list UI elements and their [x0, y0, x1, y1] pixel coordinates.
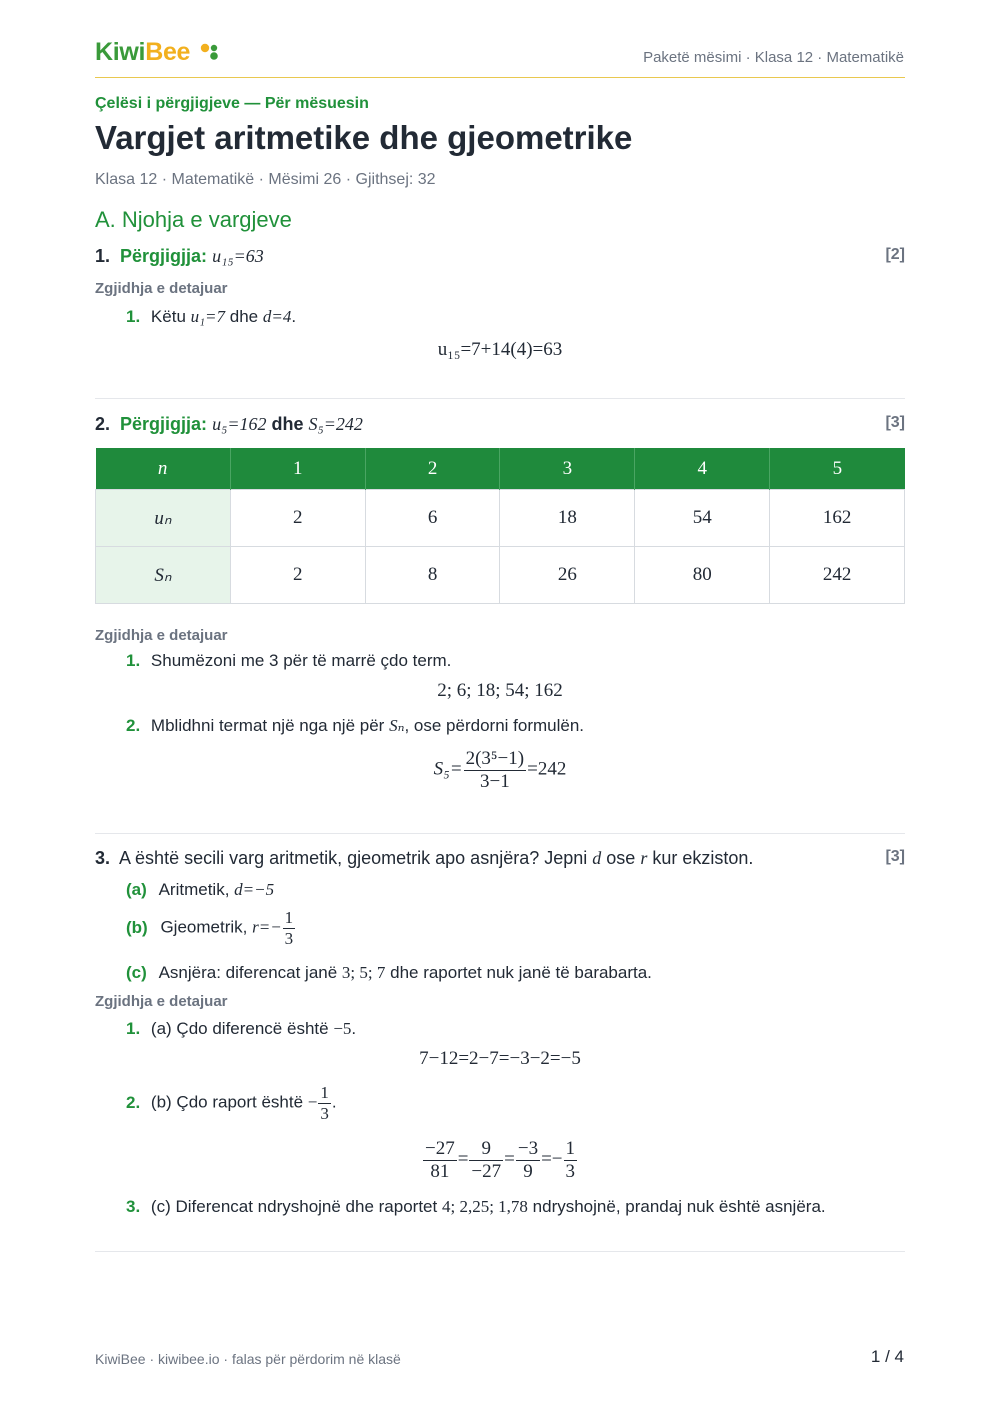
question-1-answer — [95, 246, 905, 267]
table-cell: 18 — [500, 490, 635, 547]
step-text: Këtu — [150, 307, 186, 326]
sequence-terms: 2; 6; 18; 54; 162 — [437, 680, 563, 701]
part-text: Asnjëra: diferencat janë — [158, 963, 338, 982]
footer-text: KiwiBee · kiwibee.io · falas për përdorim në klasë — [95, 1351, 401, 1367]
fraction — [469, 1138, 503, 1183]
step-text: Shumëzoni me 3 për të marrë çdo term. — [150, 651, 452, 670]
worked-equation: 7−12=2−7=−3−2=−5 — [419, 1048, 581, 1069]
fraction — [283, 908, 296, 948]
denominator: 3−1 — [464, 770, 527, 793]
answer-connector: dhe — [271, 414, 304, 434]
table-cell: 80 — [635, 547, 770, 604]
table-cell: 2 — [230, 547, 365, 604]
step-text: (a) Çdo diferencë është — [150, 1019, 329, 1038]
equals-sign: = — [504, 1148, 515, 1170]
question-text: kur ekziston. — [652, 848, 754, 868]
solution-step — [126, 307, 296, 327]
fraction — [516, 1138, 540, 1183]
row-header-cell: Sₙ — [96, 547, 231, 604]
denominator: 3 — [284, 928, 294, 948]
table-cell: 242 — [770, 547, 905, 604]
table-header-cell: 5 — [770, 448, 905, 490]
table-cell: 26 — [500, 547, 635, 604]
table-header-cell: 1 — [230, 448, 365, 490]
numerator: −27 — [424, 1138, 455, 1159]
step-number: 2. — [126, 1092, 141, 1112]
numerator: 2(3⁵−1) — [465, 748, 525, 769]
step-math: − — [307, 1092, 318, 1112]
step-number: 1. — [126, 1019, 141, 1038]
step-number: 1. — [126, 651, 141, 670]
part-text: dhe raportet nuk janë të barabarta. — [390, 963, 652, 982]
denominator: 3 — [320, 1103, 329, 1123]
sum-formula — [95, 748, 905, 793]
answer-part-a — [126, 880, 274, 900]
solution-step — [126, 1197, 826, 1217]
numerator: −3 — [517, 1138, 539, 1159]
part-text: Gjeometrik, — [160, 917, 248, 937]
part-label: (b) — [126, 917, 148, 937]
step-number: 3. — [126, 1197, 141, 1216]
page-number: 1 / 4 — [870, 1347, 904, 1366]
step-end: . — [351, 1019, 357, 1038]
step-math: u₁=7 — [190, 307, 226, 326]
answer-value: S₅=242 — [308, 414, 363, 434]
minus-sign: − — [551, 1148, 563, 1170]
table-header-row — [96, 448, 905, 490]
sequence-table — [95, 448, 905, 604]
step-end: . — [291, 307, 297, 326]
answer-value: u₅=162 — [212, 414, 267, 434]
part-math: d=−5 — [234, 880, 275, 899]
answer-label: Përgjigjja: — [120, 414, 208, 434]
question-divider — [95, 833, 905, 834]
question-math: d — [592, 848, 602, 868]
numerator: 9 — [481, 1138, 492, 1159]
kiwibee-logo — [95, 38, 190, 67]
worked-equation: u₁₅=7+14(4)=63 — [437, 339, 563, 360]
step-number: 1. — [126, 307, 141, 326]
section-heading: A. Njohja e vargjeve — [95, 207, 292, 232]
step-text: , ose përdorni formulën. — [404, 716, 585, 735]
step-text: (b) Çdo raport është — [150, 1092, 304, 1112]
bee-dots-icon — [199, 42, 221, 62]
solution-step — [126, 1083, 337, 1123]
answer-label: Përgjigjja: — [120, 246, 208, 266]
logo-kiwi-text: Kiwi — [95, 38, 146, 66]
table-cell: 2 — [230, 490, 365, 547]
question-text: ose — [606, 848, 636, 868]
step-math: Sₙ — [389, 716, 405, 735]
equals-sign: = — [457, 1148, 469, 1170]
part-label: (a) — [126, 880, 147, 899]
question-text: A është secili varg aritmetik, gjeometrik apo asnjëra? Jepni — [119, 848, 588, 868]
equals-sign: = — [541, 1148, 552, 1170]
part-label: (c) — [126, 963, 147, 982]
question-3-prompt — [95, 848, 905, 869]
table-header-cell: 3 — [500, 448, 635, 490]
table-cell: 6 — [365, 490, 500, 547]
row-header-cell: uₙ — [96, 490, 231, 547]
step-text: dhe — [229, 307, 259, 326]
fraction — [564, 1138, 578, 1183]
marks-badge: [3] — [885, 848, 905, 865]
formula-lhs: S₅= — [433, 758, 463, 780]
answer-part-b — [126, 908, 296, 948]
table-header-cell: n — [96, 448, 231, 490]
part-text: Aritmetik, — [158, 880, 230, 899]
step-math: −5 — [333, 1019, 352, 1038]
formula-rhs: =242 — [527, 758, 567, 780]
fraction — [423, 1138, 457, 1183]
solution-heading: Zgjidhja e detajuar — [95, 627, 228, 644]
table-row — [96, 547, 905, 604]
part-math: r=− — [252, 917, 282, 937]
answer-key-kicker: Çelësi i përgjigjeve — Për mësuesin — [95, 95, 369, 112]
numerator: 1 — [284, 908, 294, 927]
step-math: d=4 — [262, 307, 292, 326]
solution-heading: Zgjidhja e detajuar — [95, 993, 228, 1010]
denominator: 3 — [565, 1160, 576, 1182]
solution-step — [126, 651, 451, 671]
table-row — [96, 490, 905, 547]
table-cell: 54 — [635, 490, 770, 547]
table-header-cell: 2 — [365, 448, 500, 490]
solution-step — [126, 716, 584, 736]
question-2-answer — [95, 414, 905, 435]
step-text: Mblidhni termat një nga një për — [150, 716, 385, 735]
question-divider — [95, 398, 905, 399]
marks-badge: [3] — [885, 414, 905, 431]
question-math: r — [640, 848, 648, 868]
step-math: 4; 2,25; 1,78 — [441, 1197, 528, 1216]
marks-badge: [2] — [885, 246, 905, 263]
answer-value: u₁₅=63 — [212, 246, 264, 266]
fraction — [318, 1083, 331, 1123]
answer-part-c — [126, 963, 652, 983]
question-number: 3. — [95, 848, 111, 868]
table-header-cell: 4 — [635, 448, 770, 490]
question-number: 1. — [95, 246, 111, 266]
step-text: (c) Diferencat ndryshojnë dhe raportet — [150, 1197, 438, 1216]
denominator: 9 — [516, 1160, 540, 1183]
question-number: 2. — [95, 414, 111, 434]
breadcrumb: Paketë mësimi · Klasa 12 · Matematikë — [643, 49, 904, 66]
numerator: 1 — [320, 1083, 329, 1102]
table-cell: 8 — [365, 547, 500, 604]
question-divider — [95, 1251, 905, 1252]
lesson-meta: Klasa 12 · Matematikë · Mësimi 26 · Gjithsej: 32 — [95, 171, 436, 188]
solution-step — [126, 1019, 356, 1039]
denominator: 81 — [423, 1160, 457, 1183]
ratio-equation — [95, 1138, 905, 1183]
part-math: 3; 5; 7 — [341, 963, 386, 982]
step-end: . — [331, 1092, 337, 1112]
page-title: Vargjet aritmetike dhe gjeometrike — [95, 119, 633, 156]
table-cell: 162 — [770, 490, 905, 547]
numerator: 1 — [565, 1138, 576, 1159]
step-text: ndryshojnë, prandaj nuk është asnjëra. — [532, 1197, 826, 1216]
logo-bee-text: Bee — [145, 38, 191, 66]
solution-heading: Zgjidhja e detajuar — [95, 280, 228, 297]
denominator: −27 — [471, 1160, 502, 1182]
step-number: 2. — [126, 716, 141, 735]
fraction — [464, 748, 527, 793]
header-divider — [95, 77, 905, 78]
